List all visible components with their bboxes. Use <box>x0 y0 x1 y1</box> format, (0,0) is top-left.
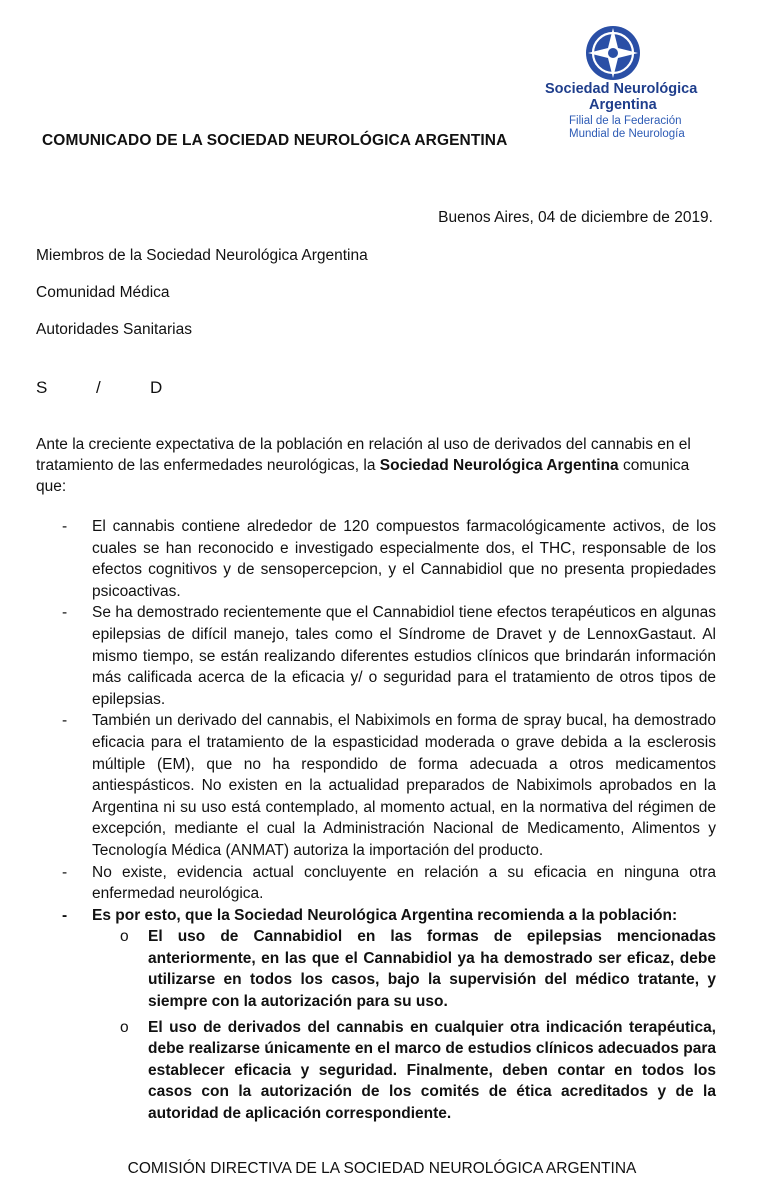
statement-list <box>36 516 716 1125</box>
signature-footer <box>0 1160 782 1178</box>
recommendation-sublist <box>36 926 716 1124</box>
footer-text: COMISIÓN DIRECTIVA DE LA SOCIEDAD NEUROLÓGICA ARGENTINA <box>127 1160 637 1177</box>
sd-slash: / <box>96 378 101 397</box>
circle-bullet: o <box>120 1018 129 1036</box>
dash-marker: - <box>62 906 68 924</box>
sd-s: S <box>36 378 48 397</box>
list-item <box>36 602 716 710</box>
dash-marker: - <box>62 863 68 881</box>
intro-text: Ante la creciente expectativa de la población en relación al uso de derivados del cannabis en el tratamiento de las enfermedades neurológicas, la <box>36 436 691 474</box>
sub-list-item-text: El uso de derivados del cannabis en cualquier otra indicación terapéutica, debe realizarse únicamente en el marco de estudios clínicos adecuados para establecer eficacia y seguridad. Finalmente, deben contar en todos los casos con la autorización de los comités de ética acreditados y de la autoridad de aplicación correspondiente. <box>148 1018 716 1123</box>
dash-marker: - <box>62 604 68 622</box>
list-item-text: El cannabis contiene alrededor de 120 compuestos farmacológicamente activos, de los cuales se han reconocido e investigado especialmente dos, el THC, responsable de los efectos cognitivos y de sensopercepcion, y el Cannabidiol que no presenta propiedades psicoactivas. <box>92 518 716 600</box>
list-item <box>36 516 716 602</box>
sub-list-item-text: El uso de Cannabidiol en las formas de epilepsias mencionadas anteriormente, en las que el Cannabidiol ya ha demostrado ser eficaz, debe utilizarse en todos los casos, bajo la supervisión del médico tratante, y siempre con la autorización para su uso. <box>148 928 716 1011</box>
intro-paragraph <box>36 434 716 497</box>
logo-name <box>545 81 725 113</box>
recipients <box>36 247 368 358</box>
logo-sub-line2: Mundial de Neurología <box>569 128 685 140</box>
logo-name-line2: Argentina <box>589 97 657 113</box>
sub-list-item <box>36 926 716 1012</box>
sd-d: D <box>150 378 163 397</box>
recommendation-item <box>36 905 716 927</box>
document-title: COMUNICADO DE LA SOCIEDAD NEUROLÓGICA ARGENTINA <box>42 132 508 149</box>
list-item-text: Se ha demostrado recientemente que el Cannabidiol tiene efectos terapéuticos en algunas epilepsias de difícil manejo, tales como el Síndrome de Dravet y de LennoxGastaut. Al mismo tiempo, se están realizando diferentes estudios clínicos que brindarán información más calificada acerca de la eficacia y/ o seguridad para el tratamiento de otros tipos de epilepsias. <box>92 604 716 708</box>
dash-marker: - <box>62 712 68 730</box>
sub-list-item <box>36 1017 716 1125</box>
list-item-text: No existe, evidencia actual concluyente en relación a su eficacia en ninguna otra enfermedad neurológica. <box>92 863 716 903</box>
intro-text-end: comunica que: <box>36 457 690 495</box>
circle-bullet: o <box>120 928 129 946</box>
compass-star-icon <box>585 25 641 81</box>
list-item-text: También un derivado del cannabis, el Nabiximols en forma de spray bucal, ha demostrado eficacia para el tratamiento de la espasticidad moderada o grave debida a la esclerosis múltiple (EM), que no ha respondido de forma adecuada a otros medicamentos antiespásticos. No existen en la actualidad preparados de Nabiximols aprobados en la Argentina ni su uso está contemplado, al momento actual, en la normativa del régimen de excepción, mediante el cual la Administración Nacional de Medicamento, Alimentos y Tecnología Médica (ANMAT) autoriza la importación del producto. <box>92 712 716 859</box>
list-item <box>36 862 716 905</box>
logo-sub-line1: Filial de la Federación <box>569 115 682 127</box>
list-item <box>36 710 716 861</box>
recipient-line: Miembros de la Sociedad Neurológica Argentina <box>36 247 368 264</box>
recipient-line: Autoridades Sanitarias <box>36 321 192 338</box>
recommendation-lead: Es por esto, que la Sociedad Neurológica Argentina recomienda a la población: <box>92 906 678 924</box>
document-date: Buenos Aires, 04 de diciembre de 2019. <box>438 209 713 226</box>
intro-bold: Sociedad Neurológica Argentina <box>379 457 619 474</box>
logo-subtitle <box>569 115 739 141</box>
recipient-line: Comunidad Médica <box>36 284 170 301</box>
dash-marker: - <box>62 518 68 535</box>
logo-name-line1: Sociedad Neurológica <box>545 81 698 97</box>
